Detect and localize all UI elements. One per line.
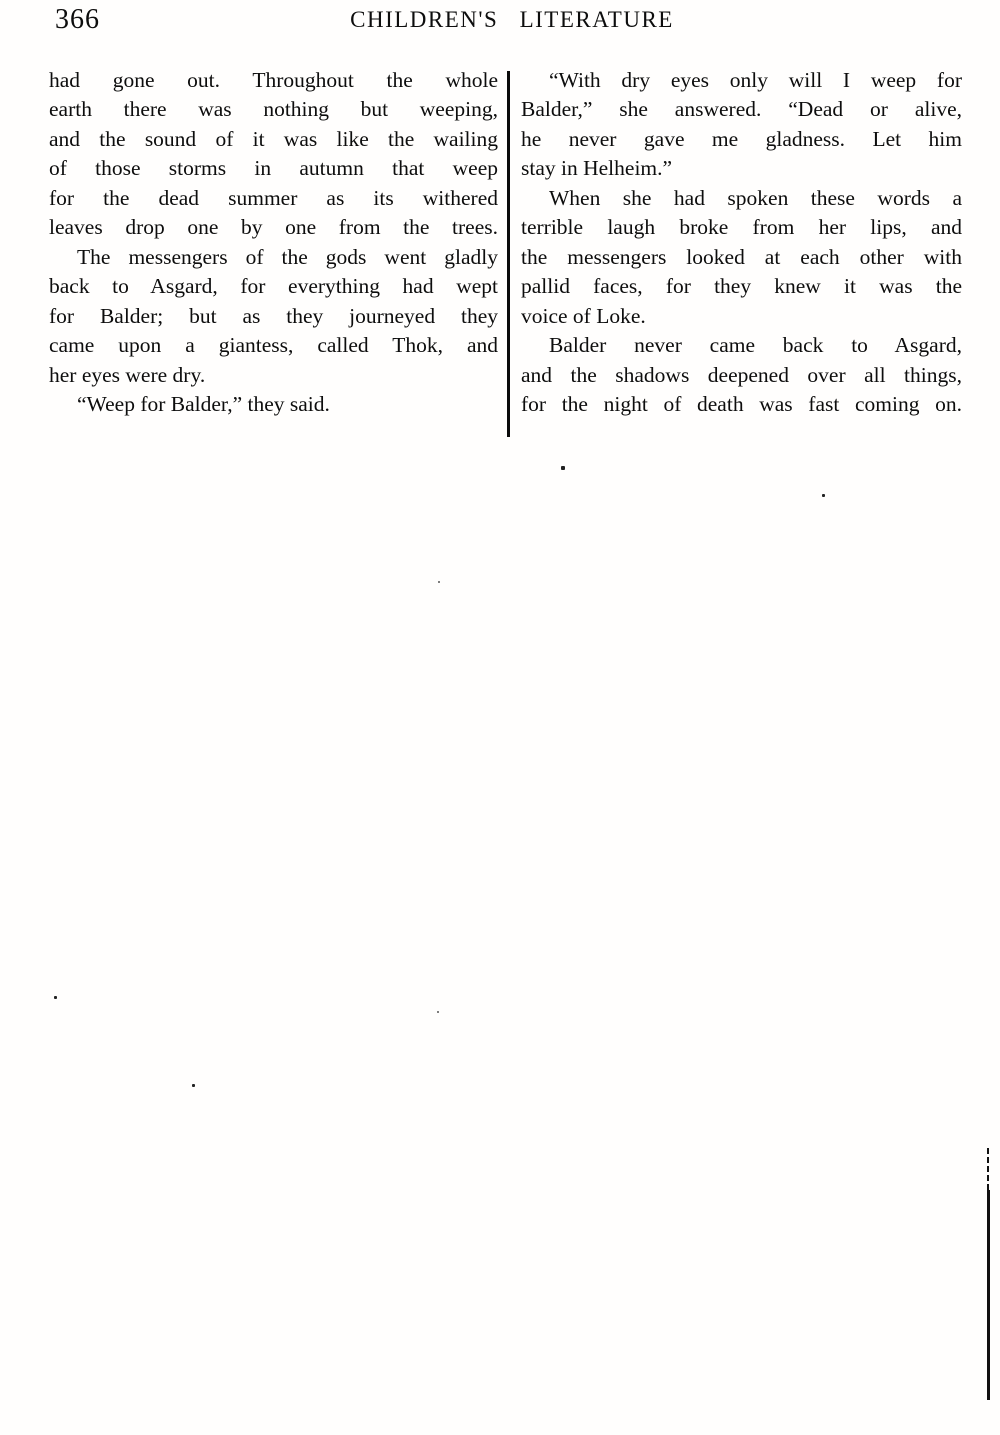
right-text-column	[521, 66, 962, 419]
text-line: and the shadows deepened over all things,	[521, 362, 962, 387]
text-line: for the dead summer as its withered	[49, 185, 498, 210]
text-line: Balder never came back to Asgard,	[549, 333, 962, 358]
scan-artifact-line	[987, 1190, 990, 1400]
text-line: earth there was nothing but weeping,	[49, 97, 498, 122]
text-line: “With dry eyes only will I weep for	[549, 68, 962, 92]
text-line: he never gave me gladness. Let him	[521, 126, 962, 151]
left-text-column	[49, 66, 498, 419]
text-line: of those storms in autumn that weep	[49, 156, 498, 181]
text-line: When she had spoken these words a	[549, 185, 962, 210]
paragraph	[49, 390, 498, 419]
paragraph	[521, 184, 962, 331]
paragraph	[521, 66, 962, 184]
scan-artifact-line-top	[987, 1148, 989, 1190]
text-line: and the sound of it was like the wailing	[49, 126, 498, 151]
text-line: leaves drop one by one from the trees.	[49, 215, 498, 240]
text-line: stay in Helheim.”	[521, 156, 673, 181]
scan-speck	[437, 1011, 439, 1013]
text-line: pallid faces, for they knew it was the	[521, 274, 962, 299]
running-head-title: CHILDREN'S LITERATURE	[350, 7, 674, 32]
text-line: terrible laugh broke from her lips, and	[521, 215, 962, 240]
page-number: 366	[55, 4, 100, 35]
text-line: for the night of death was fast coming on.	[521, 391, 962, 416]
text-line: The messengers of the gods went gladly	[77, 244, 498, 269]
text-line: her eyes were dry.	[49, 362, 206, 387]
scan-speck	[822, 494, 825, 497]
paragraph	[49, 66, 498, 243]
text-line: for Balder; but as they journeyed they	[49, 303, 498, 328]
scan-speck	[54, 996, 57, 999]
column-divider-rule	[507, 71, 510, 437]
text-line: voice of Loke.	[521, 303, 646, 328]
text-line: “Weep for Balder,” they said.	[77, 391, 330, 416]
paragraph	[521, 331, 962, 419]
text-line: the messengers looked at each other with	[521, 244, 962, 269]
text-line: had gone out. Throughout the whole	[49, 68, 498, 92]
paragraph	[49, 243, 498, 390]
scan-speck	[192, 1084, 195, 1087]
scan-speck	[561, 466, 565, 470]
text-line: back to Asgard, for everything had wept	[49, 274, 498, 299]
scan-speck	[438, 581, 440, 583]
text-line: came upon a giantess, called Thok, and	[49, 333, 498, 358]
text-line: Balder,” she answered. “Dead or alive,	[521, 97, 962, 122]
